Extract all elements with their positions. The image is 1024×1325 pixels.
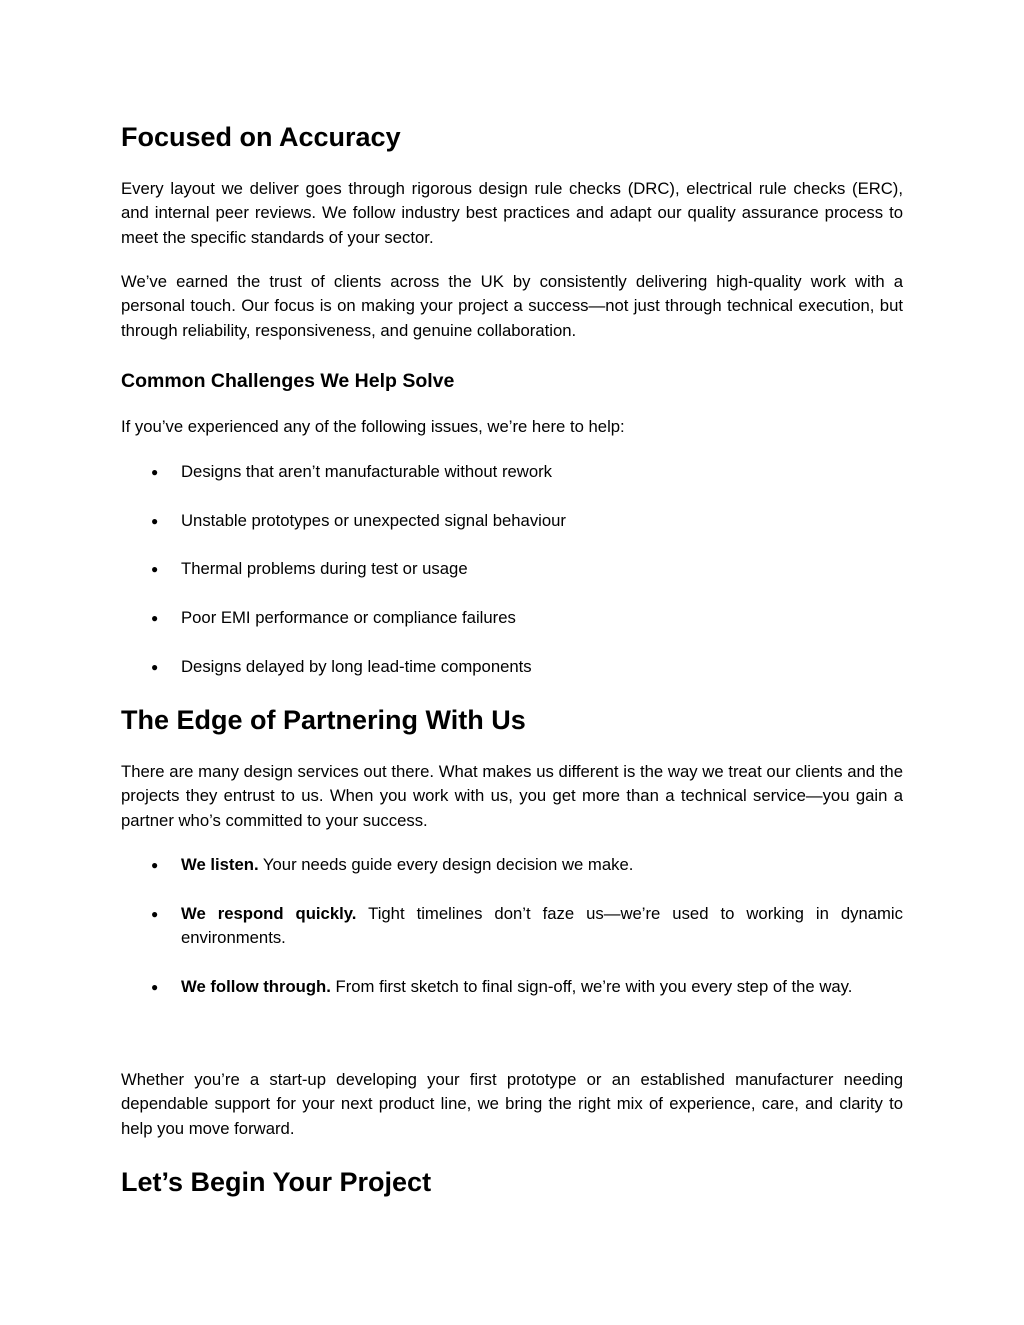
list-item-text: Designs delayed by long lead-time components <box>181 656 532 676</box>
list-item-text: Unstable prototypes or unexpected signal behaviour <box>181 510 566 530</box>
list-item-lead: We listen. <box>181 855 259 874</box>
list-item-body: Tight timelines don’t faze us—we’re used to working in dynamic environments. <box>181 904 903 948</box>
list-item-text: Poor EMI performance or compliance failures <box>181 608 516 628</box>
list-item-text: Designs that aren’t manufacturable without rework <box>181 462 553 481</box>
heading-edge-of-partnering: The Edge of Partnering With Us <box>121 705 526 735</box>
bullet-icon: ● <box>151 907 159 921</box>
list-item-body: From first sketch to final sign-off, we’re with you every step of the way. <box>330 977 853 996</box>
list-item-text <box>181 853 903 877</box>
bullet-icon: ● <box>151 659 159 674</box>
heading-focused-on-accuracy: Focused on Accuracy <box>121 122 401 152</box>
list-item-body: Your needs guide every design decision we make. <box>258 855 634 874</box>
paragraph-challenges-intro: If you’ve experienced any of the following issues, we’re here to help: <box>121 417 625 436</box>
list-item-lead: We respond quickly. <box>181 904 357 923</box>
list-item-lead: We follow through. <box>181 977 331 996</box>
list-item-text: Thermal problems during test or usage <box>181 559 468 579</box>
bullet-icon: ● <box>151 611 159 626</box>
bullet-icon: ● <box>151 980 159 994</box>
bullet-icon: ● <box>151 562 159 577</box>
bullet-icon: ● <box>151 465 159 479</box>
heading-common-challenges: Common Challenges We Help Solve <box>121 370 455 392</box>
paragraph-whether-startup: Whether you’re a start-up developing your first prototype or an established manufacturer needing dependable support for your next product line, we bring the right mix of experience, care, and clarity to help you move forward. <box>121 1070 903 1138</box>
bullet-icon: ● <box>151 858 159 872</box>
paragraph-accuracy-checks: Every layout we deliver goes through rigorous design rule checks (DRC), electrical rule checks (ERC), and internal peer reviews. We follow industry best practices and adapt our quality assurance process to meet the specific standards of your sector. <box>121 179 903 247</box>
paragraph-client-trust: We’ve earned the trust of clients across the UK by consistently delivering high-quality work with a personal touch. Our focus is on making your project a success—not just through technical execution, but through reliability, responsiveness, and genuine collaboration. <box>121 272 903 340</box>
heading-begin-your-project: Let’s Begin Your Project <box>121 1167 432 1197</box>
bullet-icon: ● <box>151 513 159 528</box>
paragraph-what-makes-us-different: There are many design services out there. What makes us different is the way we treat our clients and the projects they entrust to us. When you work with us, you get more than a technical service—you gain a partner who’s committed to your success. <box>121 762 903 830</box>
list-item-text <box>181 902 903 951</box>
list-item-text <box>181 975 903 999</box>
